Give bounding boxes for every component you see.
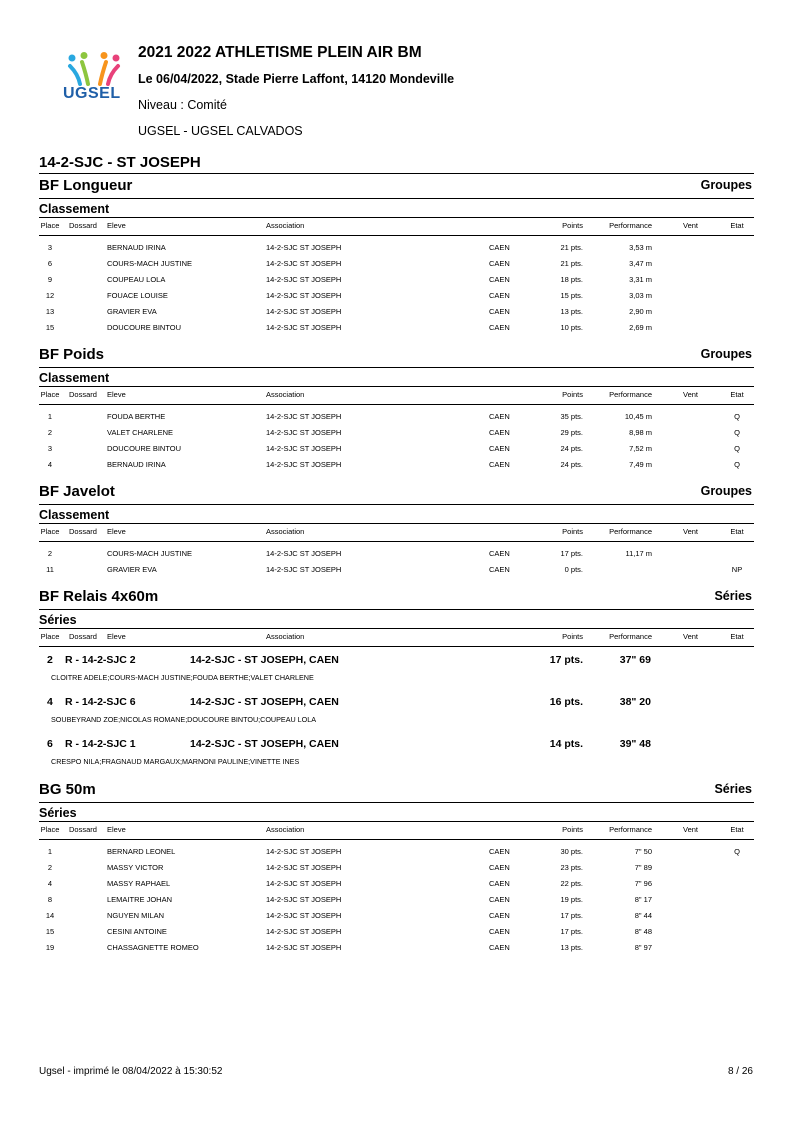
cell-city: CAEN xyxy=(489,927,510,936)
cell-etat: Q xyxy=(734,847,740,856)
col-place: Place xyxy=(40,390,60,399)
col-dossard: Dossard xyxy=(69,825,97,834)
table-row xyxy=(39,939,754,955)
cell-association: 14-2-SJC ST JOSEPH xyxy=(266,259,342,268)
col-vent: Vent xyxy=(683,632,699,641)
column-headers xyxy=(39,386,754,405)
event-header xyxy=(39,343,754,368)
cell-eleve: BERNAUD IRINA xyxy=(107,460,166,469)
cell-performance: 3,53 m xyxy=(629,243,652,252)
footer-page-number: 8 / 26 xyxy=(727,1066,753,1077)
cell-association: 14-2-SJC ST JOSEPH xyxy=(266,428,342,437)
relay-points: 17 pts. xyxy=(549,654,583,666)
relay-team: R - 14-2-SJC 2 xyxy=(65,654,136,666)
cell-place: 3 xyxy=(47,444,53,453)
col-eleve: Eleve xyxy=(107,632,126,641)
cell-place: 13 xyxy=(45,307,55,316)
cell-eleve: VALET CHARLENE xyxy=(107,428,173,437)
cell-association: 14-2-SJC ST JOSEPH xyxy=(266,847,342,856)
cell-place: 2 xyxy=(47,428,53,437)
cell-performance: 8" 48 xyxy=(634,927,652,936)
event-type: Groupes xyxy=(700,484,752,498)
table-row xyxy=(39,907,754,923)
result-rows xyxy=(39,843,754,955)
cell-association: 14-2-SJC ST JOSEPH xyxy=(266,307,342,316)
cell-association: 14-2-SJC ST JOSEPH xyxy=(266,895,342,904)
cell-city: CAEN xyxy=(489,291,510,300)
cell-place: 2 xyxy=(47,549,53,558)
cell-place: 4 xyxy=(47,460,53,469)
cell-performance: 8,98 m xyxy=(629,428,652,437)
cell-etat: Q xyxy=(734,412,740,421)
event-title: BF Relais 4x60m xyxy=(39,588,159,605)
table-row xyxy=(39,545,754,561)
col-etat: Etat xyxy=(730,632,744,641)
event-bf-javelot xyxy=(39,480,754,577)
col-place: Place xyxy=(40,527,60,536)
cell-city: CAEN xyxy=(489,275,510,284)
cell-points: 13 pts. xyxy=(560,307,583,316)
cell-place: 15 xyxy=(45,323,55,332)
cell-association: 14-2-SJC ST JOSEPH xyxy=(266,943,342,952)
cell-place: 15 xyxy=(45,927,55,936)
footer-printed: Ugsel - imprimé le 08/04/2022 à 15:30:52 xyxy=(39,1066,223,1077)
event-type: Groupes xyxy=(700,347,752,361)
relay-row xyxy=(39,647,754,689)
cell-eleve: GRAVIER EVA xyxy=(107,565,157,574)
cell-performance: 2,90 m xyxy=(629,307,652,316)
relay-points: 16 pts. xyxy=(549,696,583,708)
cell-city: CAEN xyxy=(489,444,510,453)
relay-performance: 39" 48 xyxy=(619,738,651,750)
cell-place: 6 xyxy=(47,259,53,268)
cell-association: 14-2-SJC ST JOSEPH xyxy=(266,291,342,300)
cell-city: CAEN xyxy=(489,895,510,904)
column-headers xyxy=(39,628,754,647)
col-performance: Performance xyxy=(609,221,652,230)
col-dossard: Dossard xyxy=(69,221,97,230)
table-row xyxy=(39,319,754,335)
table-row xyxy=(39,424,754,440)
table-row xyxy=(39,843,754,859)
cell-city: CAEN xyxy=(489,565,510,574)
col-eleve: Eleve xyxy=(107,527,126,536)
cell-place: 4 xyxy=(47,879,53,888)
cell-city: CAEN xyxy=(489,879,510,888)
event-bf-relais xyxy=(39,585,754,773)
col-etat: Etat xyxy=(730,390,744,399)
col-points: Points xyxy=(562,825,583,834)
col-performance: Performance xyxy=(609,632,652,641)
result-rows xyxy=(39,239,754,335)
relay-place: 4 xyxy=(47,696,53,708)
event-type: Séries xyxy=(714,782,752,796)
cell-etat: Q xyxy=(734,460,740,469)
cell-place: 1 xyxy=(47,847,53,856)
cell-eleve: COURS-MACH JUSTINE xyxy=(107,549,193,558)
col-eleve: Eleve xyxy=(107,221,126,230)
table-row xyxy=(39,923,754,939)
cell-association: 14-2-SJC ST JOSEPH xyxy=(266,444,342,453)
event-type: Groupes xyxy=(700,178,752,192)
relay-association: 14-2-SJC - ST JOSEPH, CAEN xyxy=(190,696,339,708)
cell-city: CAEN xyxy=(489,412,510,421)
relay-points: 14 pts. xyxy=(549,738,583,750)
table-row xyxy=(39,456,754,472)
cell-city: CAEN xyxy=(489,243,510,252)
cell-performance: 3,03 m xyxy=(629,291,652,300)
cell-association: 14-2-SJC ST JOSEPH xyxy=(266,243,342,252)
cell-place: 1 xyxy=(47,412,53,421)
event-title: BF Poids xyxy=(39,346,105,363)
cell-points: 24 pts. xyxy=(560,444,583,453)
cell-points: 29 pts. xyxy=(560,428,583,437)
cell-eleve: MASSY RAPHAEL xyxy=(107,879,171,888)
event-subtitle xyxy=(39,368,754,386)
col-dossard: Dossard xyxy=(69,632,97,641)
col-association: Association xyxy=(266,632,305,641)
cell-eleve: DOUCOURE BINTOU xyxy=(107,323,182,332)
cell-city: CAEN xyxy=(489,863,510,872)
cell-eleve: MASSY VICTOR xyxy=(107,863,164,872)
cell-city: CAEN xyxy=(489,943,510,952)
relay-rows xyxy=(39,647,754,773)
event-bg-50m xyxy=(39,778,754,955)
event-date-place: Le 06/04/2022, Stade Pierre Laffont, 14120 Mondeville xyxy=(138,72,455,86)
cell-association: 14-2-SJC ST JOSEPH xyxy=(266,275,342,284)
cell-points: 35 pts. xyxy=(560,412,583,421)
col-place: Place xyxy=(40,632,60,641)
table-row xyxy=(39,287,754,303)
cell-points: 21 pts. xyxy=(560,243,583,252)
table-row xyxy=(39,440,754,456)
col-points: Points xyxy=(562,527,583,536)
relay-performance: 38" 20 xyxy=(619,696,651,708)
cell-association: 14-2-SJC ST JOSEPH xyxy=(266,323,342,332)
relay-place: 2 xyxy=(47,654,53,666)
event-header xyxy=(39,174,754,199)
col-association: Association xyxy=(266,527,305,536)
cell-performance: 2,69 m xyxy=(629,323,652,332)
relay-performance: 37" 69 xyxy=(619,654,651,666)
event-subtitle xyxy=(39,505,754,523)
cell-place: 2 xyxy=(47,863,53,872)
cell-etat: NP xyxy=(731,565,743,574)
col-points: Points xyxy=(562,632,583,641)
relay-association: 14-2-SJC - ST JOSEPH, CAEN xyxy=(190,654,339,666)
cell-city: CAEN xyxy=(489,460,510,469)
table-row xyxy=(39,561,754,577)
cell-city: CAEN xyxy=(489,307,510,316)
cell-etat: Q xyxy=(734,444,740,453)
relay-members: CRESPO NILA;FRAGNAUD MARGAUX;MARNONI PAULINE;VINETTE INES xyxy=(51,757,300,766)
table-row xyxy=(39,408,754,424)
cell-points: 17 pts. xyxy=(560,927,583,936)
table-row xyxy=(39,255,754,271)
event-header xyxy=(39,778,754,803)
cell-association: 14-2-SJC ST JOSEPH xyxy=(266,863,342,872)
cell-eleve: GRAVIER EVA xyxy=(107,307,157,316)
table-row xyxy=(39,859,754,875)
cell-place: 12 xyxy=(45,291,55,300)
col-etat: Etat xyxy=(730,221,744,230)
column-headers xyxy=(39,523,754,542)
col-association: Association xyxy=(266,390,305,399)
col-association: Association xyxy=(266,221,305,230)
cell-points: 10 pts. xyxy=(560,323,583,332)
cell-performance: 10,45 m xyxy=(624,412,652,421)
cell-performance: 7,49 m xyxy=(629,460,652,469)
cell-eleve: BERNAUD IRINA xyxy=(107,243,166,252)
col-eleve: Eleve xyxy=(107,390,126,399)
cell-performance: 8" 97 xyxy=(634,943,652,952)
col-place: Place xyxy=(40,825,60,834)
cell-points: 17 pts. xyxy=(560,911,583,920)
table-row xyxy=(39,891,754,907)
cell-eleve: FOUDA BERTHE xyxy=(107,412,166,421)
cell-eleve: CESINI ANTOINE xyxy=(107,927,167,936)
cell-place: 3 xyxy=(47,243,53,252)
athletes-logo-icon xyxy=(60,52,130,86)
col-vent: Vent xyxy=(683,527,699,536)
cell-points: 15 pts. xyxy=(560,291,583,300)
event-subtitle xyxy=(39,199,754,217)
event-subtitle xyxy=(39,803,754,821)
cell-eleve: LEMAITRE JOHAN xyxy=(107,895,173,904)
cell-points: 22 pts. xyxy=(560,879,583,888)
event-header xyxy=(39,585,754,610)
niveau: Niveau : Comité xyxy=(138,98,227,112)
cell-points: 18 pts. xyxy=(560,275,583,284)
cell-performance: 11,17 m xyxy=(625,549,652,558)
cell-eleve: CHASSAGNETTE ROMEO xyxy=(107,943,199,952)
event-subtitle-text: Séries xyxy=(39,806,77,820)
cell-association: 14-2-SJC ST JOSEPH xyxy=(266,412,342,421)
cell-city: CAEN xyxy=(489,911,510,920)
organisation: UGSEL - UGSEL CALVADOS xyxy=(138,124,303,138)
cell-points: 17 pts. xyxy=(560,549,583,558)
col-vent: Vent xyxy=(683,221,699,230)
col-etat: Etat xyxy=(730,527,744,536)
col-eleve: Eleve xyxy=(107,825,126,834)
event-subtitle-text: Classement xyxy=(39,371,110,385)
cell-eleve: DOUCOURE BINTOU xyxy=(107,444,182,453)
event-subtitle-text: Classement xyxy=(39,508,110,522)
col-vent: Vent xyxy=(683,825,699,834)
cell-association: 14-2-SJC ST JOSEPH xyxy=(266,927,342,936)
cell-association: 14-2-SJC ST JOSEPH xyxy=(266,911,342,920)
cell-points: 0 pts. xyxy=(564,565,583,574)
relay-row xyxy=(39,731,754,773)
cell-performance: 3,31 m xyxy=(629,275,652,284)
event-bf-longueur xyxy=(39,174,754,335)
cell-eleve: NGUYEN MILAN xyxy=(107,911,165,920)
cell-points: 24 pts. xyxy=(560,460,583,469)
col-performance: Performance xyxy=(609,825,652,834)
cell-eleve: COURS-MACH JUSTINE xyxy=(107,259,193,268)
cell-performance: 7" 96 xyxy=(634,879,652,888)
cell-points: 23 pts. xyxy=(560,863,583,872)
table-row xyxy=(39,271,754,287)
cell-city: CAEN xyxy=(489,428,510,437)
cell-performance: 7,52 m xyxy=(629,444,652,453)
cell-etat: Q xyxy=(734,428,740,437)
col-performance: Performance xyxy=(609,527,652,536)
cell-city: CAEN xyxy=(489,847,510,856)
cell-points: 21 pts. xyxy=(560,259,583,268)
col-association: Association xyxy=(266,825,305,834)
event-title: BF Longueur xyxy=(39,177,133,194)
cell-performance: 3,47 m xyxy=(629,259,652,268)
event-bf-poids xyxy=(39,343,754,472)
event-subtitle-text: Classement xyxy=(39,202,110,216)
col-place: Place xyxy=(40,221,60,230)
cell-association: 14-2-SJC ST JOSEPH xyxy=(266,460,342,469)
cell-points: 13 pts. xyxy=(560,943,583,952)
cell-association: 14-2-SJC ST JOSEPH xyxy=(266,549,342,558)
col-vent: Vent xyxy=(683,390,699,399)
col-dossard: Dossard xyxy=(69,390,97,399)
cell-performance: 7" 89 xyxy=(634,863,652,872)
cell-points: 19 pts. xyxy=(560,895,583,904)
cell-place: 9 xyxy=(47,275,53,284)
result-rows xyxy=(39,545,754,577)
relay-team: R - 14-2-SJC 1 xyxy=(65,738,136,750)
col-etat: Etat xyxy=(730,825,744,834)
cell-eleve: BERNARD LEONEL xyxy=(107,847,176,856)
cell-city: CAEN xyxy=(489,323,510,332)
column-headers xyxy=(39,217,754,236)
relay-association: 14-2-SJC - ST JOSEPH, CAEN xyxy=(190,738,339,750)
logo-text: UGSEL xyxy=(63,85,121,102)
table-row xyxy=(39,239,754,255)
cell-performance: 7" 50 xyxy=(634,847,652,856)
cell-performance: 8" 44 xyxy=(634,911,652,920)
cell-association: 14-2-SJC ST JOSEPH xyxy=(266,565,342,574)
result-rows xyxy=(39,408,754,472)
cell-eleve: FOUACE LOUISE xyxy=(107,291,168,300)
cell-performance: 8" 17 xyxy=(634,895,652,904)
relay-row xyxy=(39,689,754,731)
page-title: 2021 2022 ATHLETISME PLEIN AIR BM xyxy=(138,44,422,61)
event-title: BG 50m xyxy=(39,781,96,798)
cell-place: 19 xyxy=(45,943,55,952)
relay-team: R - 14-2-SJC 6 xyxy=(65,696,136,708)
relay-members: SOUBEYRAND ZOE;NICOLAS ROMANE;DOUCOURE BINTOU;COUPEAU LOLA xyxy=(51,715,317,724)
event-title: BF Javelot xyxy=(39,483,115,500)
col-points: Points xyxy=(562,390,583,399)
ugsel-logo xyxy=(60,52,130,108)
club-title: 14-2-SJC - ST JOSEPH xyxy=(39,154,201,171)
column-headers xyxy=(39,821,754,840)
cell-points: 30 pts. xyxy=(560,847,583,856)
cell-city: CAEN xyxy=(489,549,510,558)
event-subtitle-text: Séries xyxy=(39,613,77,627)
col-points: Points xyxy=(562,221,583,230)
relay-place: 6 xyxy=(47,738,53,750)
event-header xyxy=(39,480,754,505)
col-performance: Performance xyxy=(609,390,652,399)
event-type: Séries xyxy=(714,589,752,603)
cell-eleve: COUPEAU LOLA xyxy=(107,275,166,284)
cell-place: 8 xyxy=(47,895,53,904)
table-row xyxy=(39,303,754,319)
col-dossard: Dossard xyxy=(69,527,97,536)
cell-place: 11 xyxy=(46,565,54,574)
cell-city: CAEN xyxy=(489,259,510,268)
relay-members: CLOITRE ADELE;COURS-MACH JUSTINE;FOUDA BERTHE;VALET CHARLENE xyxy=(51,673,314,682)
table-row xyxy=(39,875,754,891)
cell-association: 14-2-SJC ST JOSEPH xyxy=(266,879,342,888)
event-subtitle xyxy=(39,610,754,628)
cell-place: 14 xyxy=(45,911,55,920)
